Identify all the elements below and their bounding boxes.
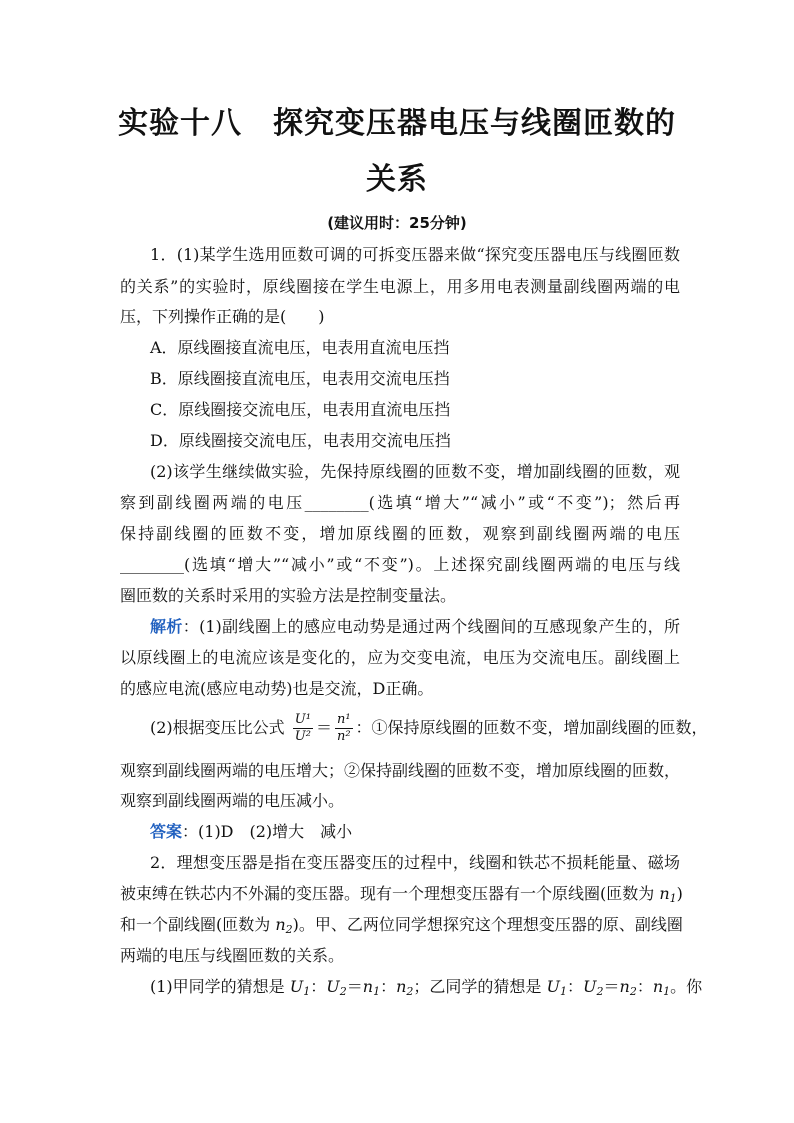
q2-line-5 (150, 976, 703, 1003)
var-n: n (362, 977, 374, 996)
q1-option-a: A．原线圈接直流电压，电表用直流电压挡 (150, 338, 450, 357)
title-line-1: 实验十八 探究变压器电压与线圈匝数的 (118, 106, 676, 141)
answer-text: ：(1)D (2)增大 减小 (182, 822, 353, 841)
answer-label: 答案 (150, 822, 183, 841)
sub-1: 1 (559, 985, 567, 998)
analysis-line-1-text: ：(1)副线圈上的感应电动势是通过两个线圈间的互感现象产生的，所 (182, 617, 680, 636)
q1-line-3: 压，下列操作正确的是( ) (120, 307, 325, 326)
q1-part2-line-1: (2)该学生继续做实验，先保持原线圈的匝数不变，增加副线圈的匝数，观 (150, 462, 680, 481)
var-u: U (326, 977, 340, 996)
q2-line-1: 2．理想变压器是指在变压器变压的过程中，线圈和铁芯不损耗能量、磁场 (150, 853, 680, 872)
sub-1: 1 (373, 985, 381, 998)
sub-2: 2 (285, 923, 293, 936)
var-n: n (619, 977, 630, 996)
q1-option-d: D．原线圈接交流电压，电表用交流电压挡 (150, 431, 451, 450)
q2-line-2-close: ) (676, 884, 683, 903)
sub-1: 1 (669, 892, 677, 905)
q1-option-b: B．原线圈接直流电压，电表用交流电压挡 (150, 369, 450, 388)
var-n: n (275, 915, 286, 934)
q1-line-1: 1．(1)某学生选用匝数可调的可拆变压器来做“探究变压器电压与线圈匝数 (150, 245, 680, 264)
sub-2: 2 (406, 985, 414, 998)
analysis-line-2: 以原线圈上的电流应该是变化的，应为交变电流，电压为交流电压。副线圈上 (120, 648, 680, 667)
var-n: n (659, 884, 670, 903)
fraction-n-numerator: n¹ (336, 712, 351, 727)
q2-line-4: 两端的电压与线圈匝数的关系。 (120, 946, 345, 965)
q2-line-2 (120, 883, 683, 910)
q1-line-2: 的关系”的实验时，原线圈接在学生电源上，用多用电表测量副线圈两端的电 (120, 277, 680, 296)
var-u: U (289, 977, 304, 996)
colon: ： (566, 977, 583, 996)
var-n: n (396, 977, 407, 996)
analysis-line-6: 观察到副线圈两端的电压减小。 (120, 791, 345, 810)
fraction-u-denominator: U² (294, 729, 311, 744)
var-u: U (583, 977, 597, 996)
sub-2: 2 (339, 985, 347, 998)
analysis-line-5: 观察到副线圈两端的电压增大；②保持副线圈的匝数不变，增加原线圈的匝数， (120, 761, 681, 780)
fraction-u (293, 712, 313, 745)
title-line-2: 关系 (366, 162, 428, 197)
analysis-label: 解析 (150, 617, 183, 636)
fraction-n (335, 712, 353, 745)
suggested-time: (建议用时：25分钟) (327, 214, 467, 232)
equals: ＝ (603, 977, 620, 996)
formula-prefix: (2)根据变压比公式 (150, 718, 285, 737)
q2-line-3 (120, 914, 683, 941)
q1-part2-line-3: 保持副线圈的匝数不变，增加原线圈的匝数，观察到副线圈两端的电压 (120, 524, 680, 543)
q2-line-5-middle: ；乙同学的猜想是 (413, 977, 547, 996)
formula-rest: ：①保持原线圈的匝数不变，增加副线圈的匝数， (355, 718, 708, 737)
sub-2: 2 (596, 985, 604, 998)
sub-1: 1 (303, 985, 311, 998)
q2-line-2-text: 被束缚在铁芯内不外漏的变压器。现有一个理想变压器有一个原线圈(匝数为 (120, 884, 660, 903)
var-u: U (546, 977, 560, 996)
colon: ： (636, 977, 653, 996)
analysis-line-1 (150, 616, 680, 638)
analysis-line-3: 的感应电流(感应电动势)也是交流，D正确。 (120, 679, 434, 698)
equals: ＝ (346, 977, 363, 996)
answer-line (150, 821, 680, 843)
sub-2: 2 (629, 985, 637, 998)
fraction-n-denominator: n² (336, 729, 351, 744)
q2-line-5-end: 。你 (670, 977, 703, 996)
colon: ： (310, 977, 327, 996)
q1-part2-line-5: 圈匝数的关系时采用的实验方法是控制变量法。 (120, 586, 457, 605)
fraction-u-numerator: U¹ (294, 712, 311, 727)
q1-option-c: C．原线圈接交流电压，电表用直流电压挡 (150, 400, 451, 419)
sub-1: 1 (663, 985, 671, 998)
q2-line-3-text-b: )。甲、乙两位同学想探究这个理想变压器的原、副线圈 (292, 915, 683, 934)
colon: ： (380, 977, 397, 996)
q2-line-3-text-a: 和一个副线圈(匝数为 (120, 915, 276, 934)
analysis-formula-line: (2)根据变压比公式 $\frac{\text{U¹}}{\text{U²}}$ ＝ $\frac{\text{n¹}}{\text{n²}}$ ：①保持原线圈的匝数不变，增加副线圈的匝数， (150, 712, 708, 744)
q1-part2-line-2: 察到副线圈两端的电压________(选填“增大”“减小”或“不变”)；然后再 (120, 493, 680, 512)
q2-line-5-text: (1)甲同学的猜想是 (150, 977, 290, 996)
var-n: n (652, 977, 664, 996)
q1-part2-line-4: ________(选填“增大”“减小”或“不变”)。上述探究副线圈两端的电压与线 (120, 555, 680, 574)
